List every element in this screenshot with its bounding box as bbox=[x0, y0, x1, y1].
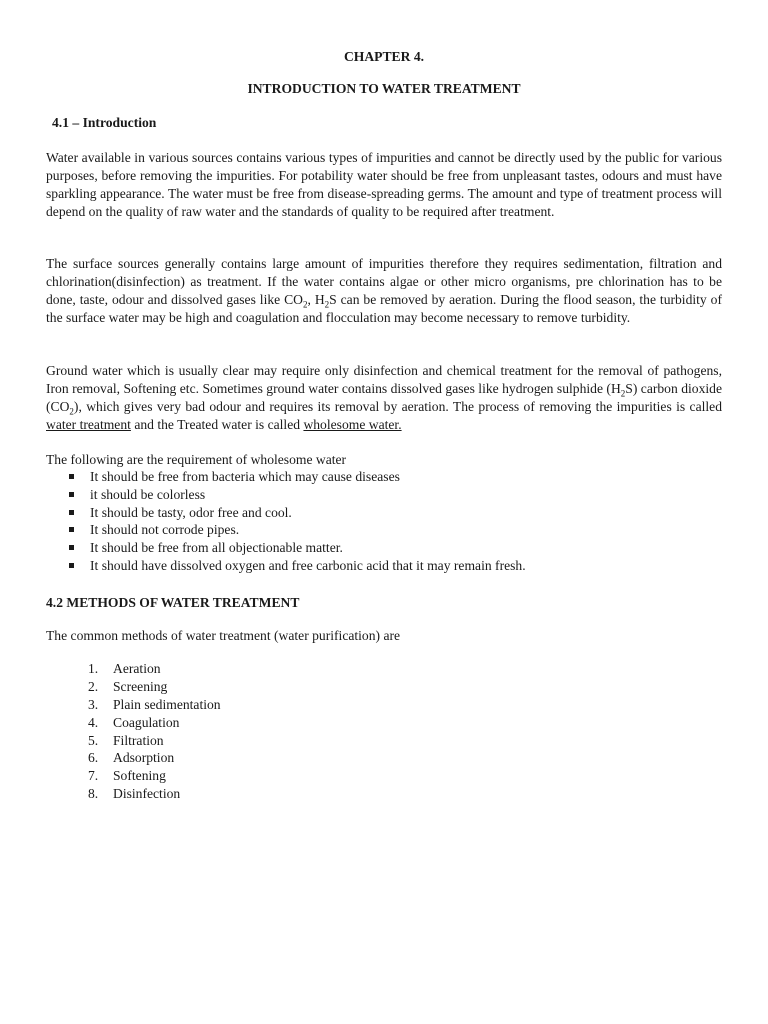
methods-list bbox=[46, 660, 221, 803]
list-item: 3. Plain sedimentation bbox=[88, 696, 221, 712]
section-heading-methods: 4.2 METHODS OF WATER TREATMENT bbox=[46, 595, 300, 610]
list-item: it should be colorless bbox=[46, 486, 526, 504]
bullet-square-icon bbox=[69, 474, 74, 479]
list-item: It should be tasty, odor free and cool. bbox=[46, 504, 526, 522]
list-item: It should be free from bacteria which may cause diseases bbox=[46, 468, 526, 486]
intro-paragraph-3: Ground water which is usually clear may require only disinfection and chemical treatment for the removal of pathogens, Iron removal, Softening etc. Sometimes ground water contains dissolved gases like hydrogen sulphide $(H_2S)$ carbon dioxide $(CO_2)$, which gives very bad odour and requires its removal by aeration. The process of removing the impurities is called water treatment and the Treated water is called wholesome water. bbox=[46, 363, 722, 432]
list-item: 8. Disinfection bbox=[88, 786, 181, 802]
chapter-title: INTRODUCTION TO WATER TREATMENT bbox=[247, 81, 521, 96]
list-item: 4. Coagulation bbox=[88, 714, 180, 730]
list-item: It should have dissolved oxygen and free carbonic acid that it may remain fresh. bbox=[46, 557, 526, 575]
list-item: 7. Softening bbox=[88, 768, 166, 784]
bullet-square-icon bbox=[69, 510, 74, 515]
list-item: It should not corrode pipes. bbox=[46, 521, 526, 539]
list-item: 2. Screening bbox=[88, 678, 168, 694]
bullet-square-icon bbox=[69, 545, 74, 550]
term-water-treatment: water treatment bbox=[46, 417, 131, 432]
intro-paragraph-2: The surface sources generally contains large amount of impurities therefore they requires sedimentation, filtration and chlorination(disinfection) as treatment. If the water contains algae or other micro organisms, pre chlorination has to be done, taste, odour and dissolved gases like $CO_2$, $H_2S$ can be removed by aeration. During the flood season, the turbidity of the surface water may be high and coagulation and flocculation may become necessary to remove turbidity. bbox=[46, 256, 722, 325]
list-item: 5. Filtration bbox=[88, 732, 164, 748]
list-item: 6. Adsorption bbox=[88, 750, 175, 766]
bullet-square-icon bbox=[69, 492, 74, 497]
list-item: It should be free from all objectionable matter. bbox=[46, 539, 526, 557]
requirements-lead: The following are the requirement of wholesome water bbox=[46, 452, 347, 467]
bullet-square-icon bbox=[69, 527, 74, 532]
intro-paragraph-1: Water available in various sources contains various types of impurities and cannot be directly used by the public for various purposes, before removing the impurities. For potability water should be free from unpleasant tastes, odours and must have sparkling appearance. The water must be free from disease-spreading germs. The amount and type of treatment process will depend on the quality of raw water and the standards of quality to be required after treatment. bbox=[46, 150, 722, 219]
bullet-square-icon bbox=[69, 563, 74, 568]
section-heading-introduction: 4.1 – Introduction bbox=[52, 115, 157, 130]
chapter-heading: CHAPTER 4. bbox=[343, 49, 425, 64]
term-wholesome-water: wholesome water. bbox=[303, 417, 402, 432]
list-item: 1. Aeration bbox=[88, 661, 161, 676]
methods-lead: The common methods of water treatment (water purification) are bbox=[46, 628, 401, 643]
requirements-list bbox=[46, 468, 526, 575]
